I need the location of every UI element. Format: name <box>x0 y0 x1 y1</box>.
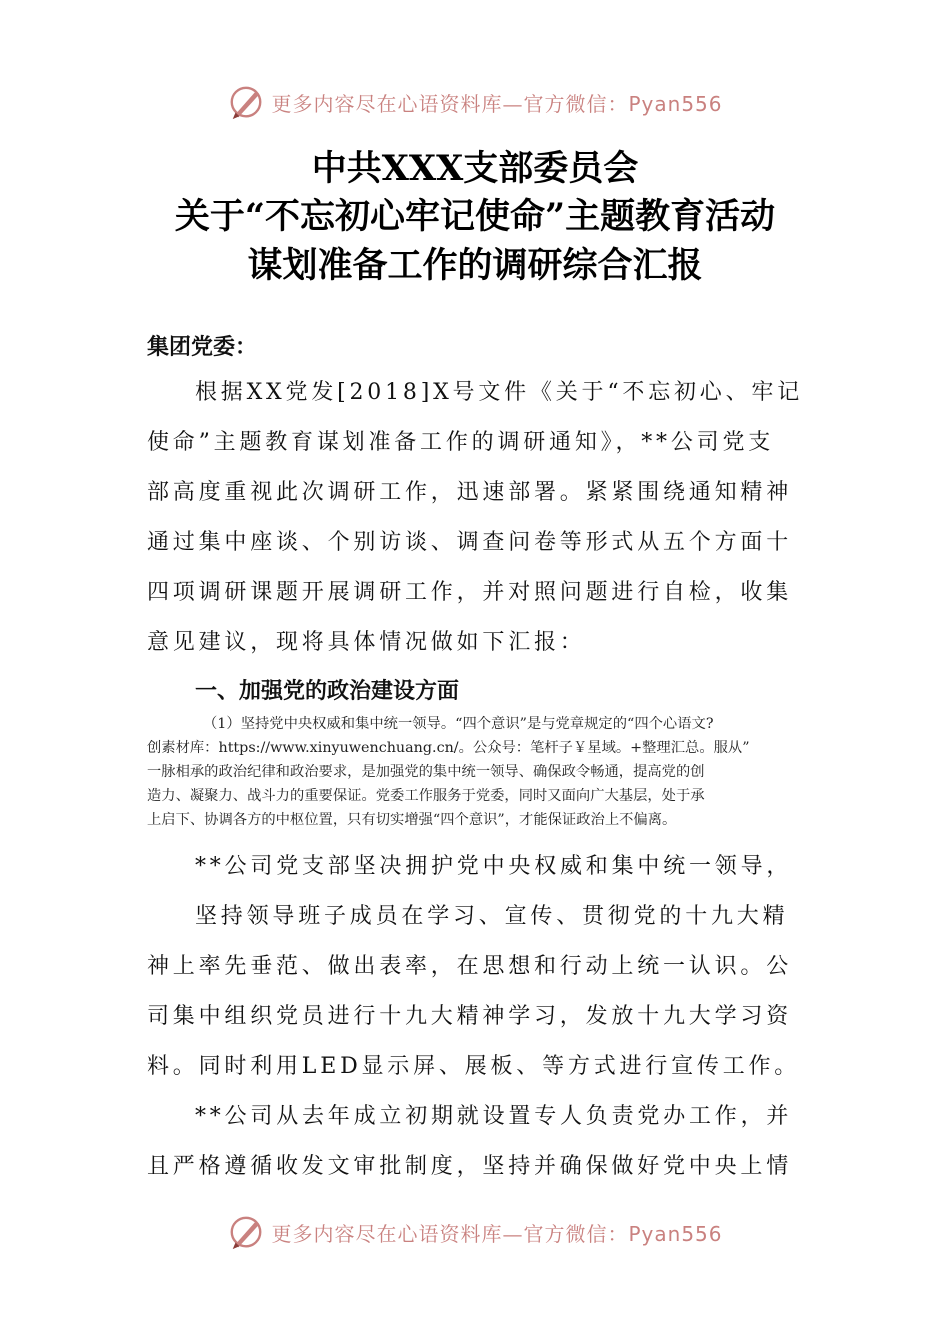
paragraph-line: 四项调研课题开展调研工作，并对照问题进行自检，收集 <box>147 580 793 605</box>
paragraph-line: 通过集中座谈、个别访谈、调查问卷等形式从五个方面十 <box>147 530 793 555</box>
small-line: 上启下、协调各方的中枢位置，只有切实增强“四个意识”，才能保证政治上不偏离。 <box>147 812 677 828</box>
intro-paragraph <box>147 368 809 668</box>
paragraph-line: 料。同时利用LED显示屏、展板、等方式进行宣传工作。 <box>147 1054 801 1079</box>
paragraph-line: 部高度重视此次调研工作，迅速部署。紧紧围绕通知精神 <box>147 480 793 505</box>
salutation: 集团党委： <box>147 335 258 360</box>
pen-logo-icon <box>227 83 265 121</box>
small-line: 创素材库：https://www.xinyuwenchuang.cn/。公众号：笔杆子￥星域。+整理汇总。服从” <box>147 740 750 756</box>
document-title-line-2: 关于“不忘初心牢记使命”主题教育活动 <box>174 196 776 237</box>
banner-text: 更多内容尽在心语资料库—官方微信：Pyan556 <box>271 1221 723 1246</box>
header-watermark-banner <box>0 80 950 124</box>
body-paragraph-2 <box>147 842 809 1192</box>
paragraph-line: 且严格遵循收发文审批制度，坚持并确保做好党中央上情 <box>147 1154 793 1179</box>
paragraph-line: 根据XX党发[2018]X号文件《关于“不忘初心、牢记 <box>195 380 803 405</box>
small-line: 造力、凝聚力、战斗力的重要保证。党委工作服务于党委，同时又面向广大基层，处于承 <box>147 788 705 804</box>
pen-logo-icon <box>227 1213 265 1251</box>
paragraph-line: 坚持领导班子成员在学习、宣传、贯彻党的十九大精 <box>195 904 789 929</box>
paragraph-line: 神上率先垂范、做出表率，在思想和行动上统一认识。公 <box>147 954 793 979</box>
small-line: 一脉相承的政治纪律和政治要求，是加强党的集中统一领导、确保政令畅通，提高党的创 <box>147 764 705 780</box>
section-heading: 一、加强党的政治建设方面 <box>195 679 460 704</box>
footer-watermark-banner <box>0 1210 950 1254</box>
paragraph-line: **公司从去年成立初期就设置专人负责党办工作，并 <box>195 1104 793 1129</box>
document-title-line-3: 谋划准备工作的调研综合汇报 <box>247 245 703 286</box>
small-line: （1）坚持党中央权威和集中统一领导。“四个意识”是与党章规定的“四个心语文? <box>203 716 714 732</box>
paragraph-line: **公司党支部坚决拥护党中央权威和集中统一领导， <box>195 854 793 879</box>
paragraph-line: 使命”主题教育谋划准备工作的调研通知》，**公司党支 <box>147 430 775 455</box>
paragraph-line: 意见建议，现将具体情况做如下汇报： <box>147 630 586 655</box>
paragraph-line: 司集中组织党员进行十九大精神学习，发放十九大学习资 <box>147 1004 793 1029</box>
banner-text: 更多内容尽在心语资料库—官方微信：Pyan556 <box>271 91 723 116</box>
inserted-small-paragraph <box>147 712 817 832</box>
document-title-line-1: 中共XXX支部委员会 <box>311 148 639 189</box>
